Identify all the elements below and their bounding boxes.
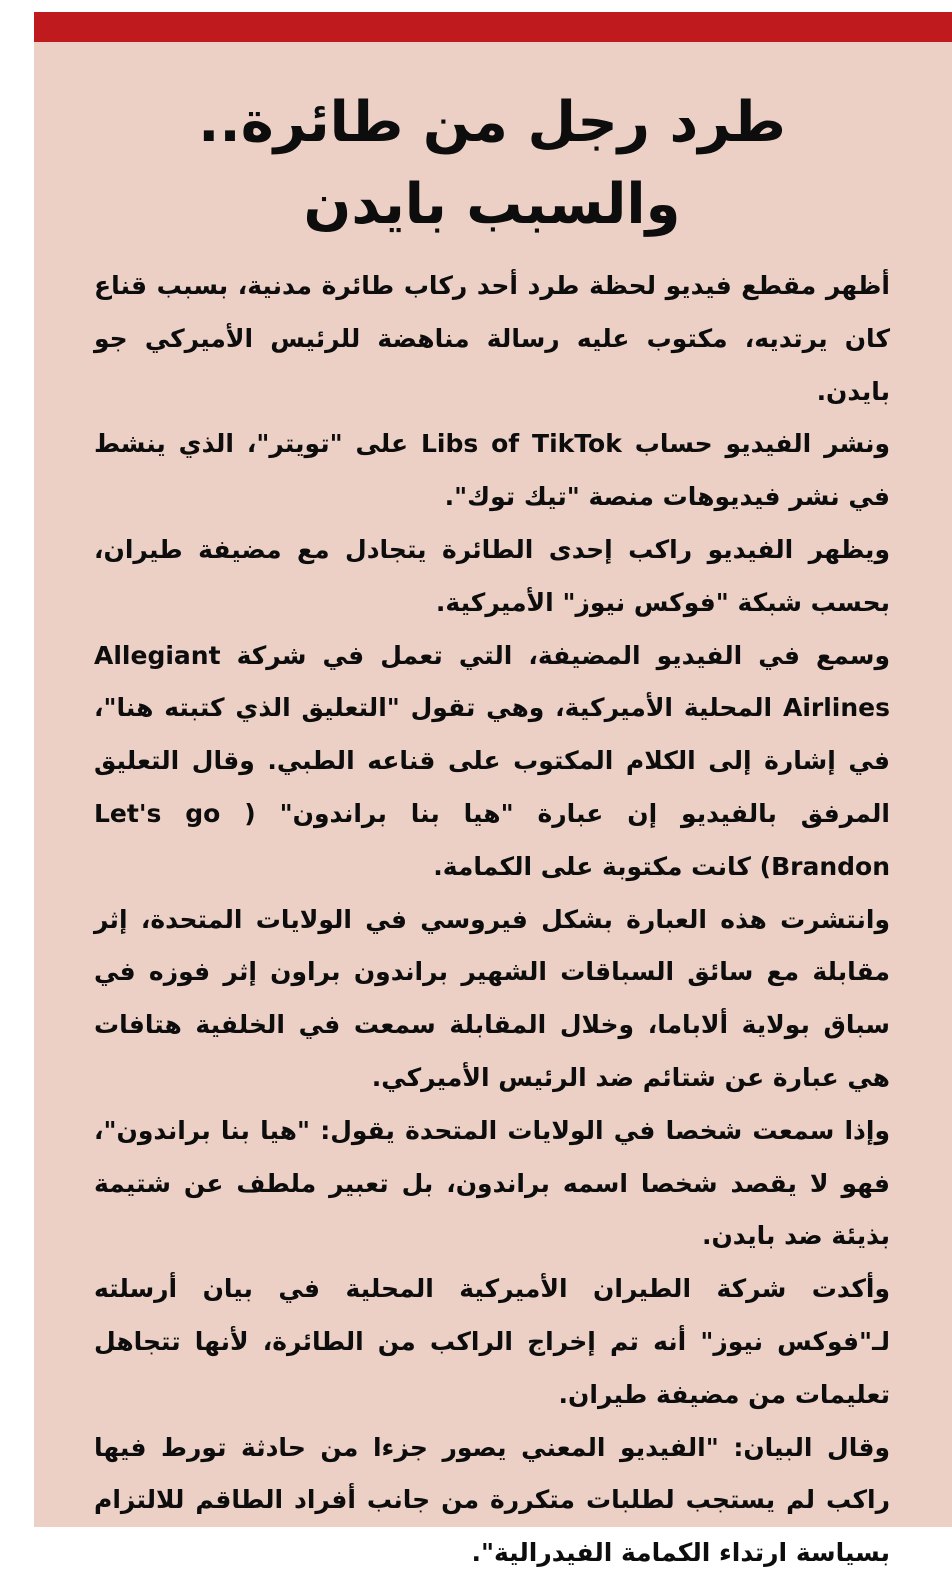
paragraph-6: وإذا سمعت شخصا في الولايات المتحدة يقول: "هيا بنا براندون"، فهو لا يقصد شخصا اسمه براندون، بل تعبير ملطف عن شتيمة بذيئة ضد بايدن. — [94, 1115, 890, 1251]
paragraph-7: وأكدت شركة الطيران الأميركية المحلية في بيان أرسلته لـ"فوكس نيوز" أنه تم إخراج الراكب من الطائرة، لأنها تتجاهل تعليمات من مضيفة طيران. — [94, 1274, 890, 1409]
top-red-bar — [34, 12, 952, 42]
newspaper-clipping — [34, 12, 952, 1568]
paragraph-1: أظهر مقطع فيديو لحظة طرد أحد ركاب طائرة مدنية، بسبب قناع كان يرتديه، مكتوب عليه رسالة مناهضة للرئيس الأميركي جو بايدن. — [94, 271, 890, 406]
paragraph-3: ويظهر الفيديو راكب إحدى الطائرة يتجادل مع مضيفة طيران، بحسب شبكة "فوكس نيوز" الأميركية. — [94, 534, 890, 617]
headline: طرد رجل من طائرة.. والسبب بايدن — [198, 90, 786, 237]
paragraph-4: وسمع في الفيديو المضيفة، التي تعمل في شركة Allegiant Airlines المحلية الأميركية، وهي تقول "التعليق الذي كتبته هنا"، في إشارة إلى الكلام المكتوب على قناعه الطبي. وقال التعليق المرفق بالفيديو إن عبارة "هيا بنا براندون" ( Let's go Brandon) كانت مكتوبة على الكمامة. — [94, 640, 890, 881]
article — [94, 82, 890, 1580]
paragraph-2: ونشر الفيديو حساب Libs of TikTok على "تويتر"، الذي ينشط في نشر فيديوهات منصة "تيك توك". — [94, 429, 890, 512]
paragraph-8: وقال البيان: "الفيديو المعني يصور جزءا من حادثة تورط فيها راكب لم يستجب لطلبات متكررة من جانب أفراد الطاقم للالتزام بسياسة ارتداء الكمامة الفيدرالية". — [94, 1432, 890, 1568]
paragraph-5: وانتشرت هذه العبارة بشكل فيروسي في الولايات المتحدة، إثر مقابلة مع سائق السباقات الشهير براندون براون إثر فوزه في سباق بولاية ألاباما، وخلال المقابلة سمعت في الخلفية هتافات هي عبارة عن شتائم ضد الرئيس الأميركي. — [94, 904, 890, 1092]
